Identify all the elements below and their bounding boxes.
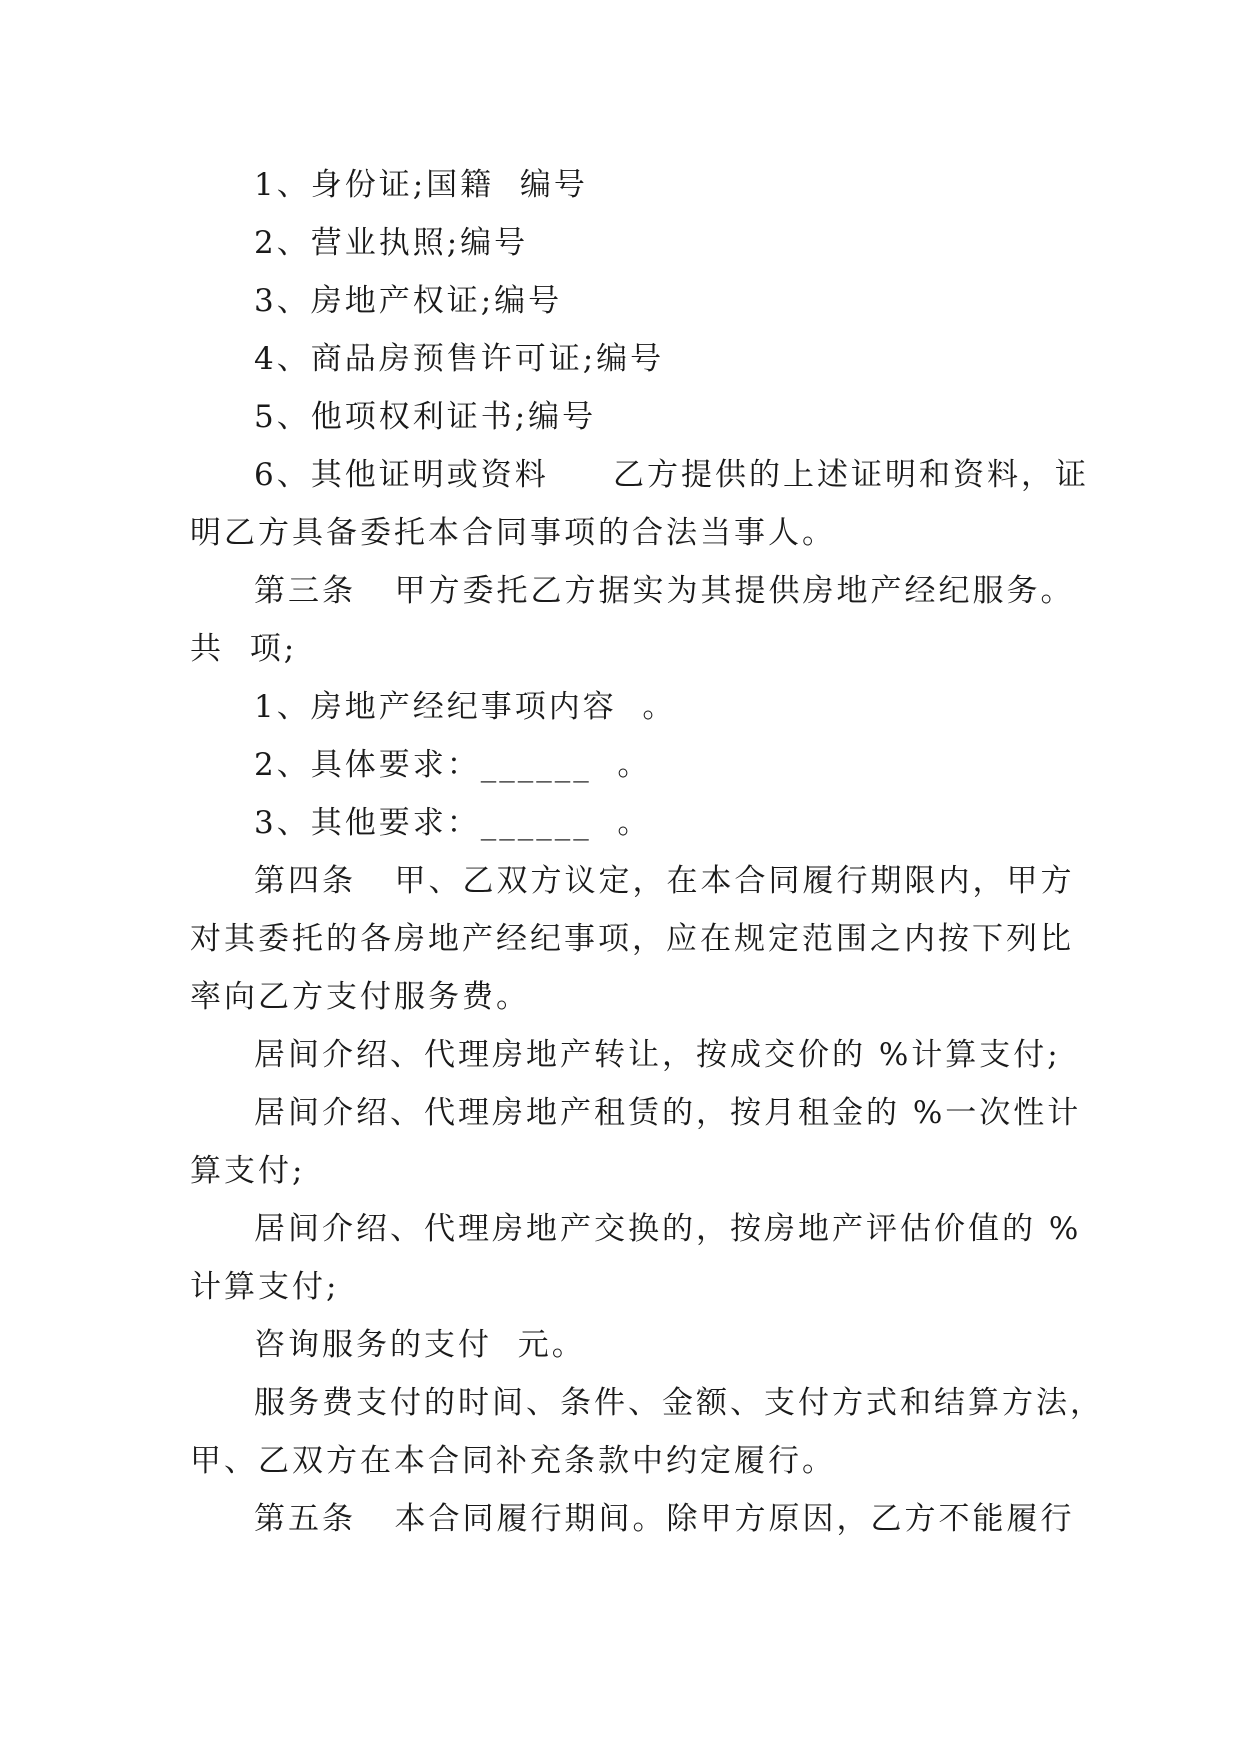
fee-transfer-line: 居间介绍、代理房地产转让，按成交价的 %计算支付; (254, 1037, 1061, 1073)
fee-lease-line: 居间介绍、代理房地产租赁的，按月租金的 %一次性计 (254, 1095, 1082, 1131)
list-item-specific-requirements: 2、具体要求：______ 。 (254, 747, 652, 783)
paragraph-line: 共 项; (190, 631, 298, 667)
list-item-property-certificate: 3、房地产权证;编号 (254, 283, 563, 319)
list-item-business-license: 2、营业执照;编号 (254, 225, 529, 261)
article-four-heading: 第四条 甲、乙双方议定，在本合同履行期限内，甲方 (254, 863, 1075, 899)
paragraph-line: 率向乙方支付服务费。 (190, 979, 530, 1015)
article-five-heading: 第五条 本合同履行期间。除甲方原因，乙方不能履行 (254, 1501, 1075, 1537)
paragraph-line: 甲、乙双方在本合同补充条款中约定履行。 (190, 1443, 836, 1479)
fee-exchange-line: 居间介绍、代理房地产交换的，按房地产评估价值的 % (254, 1211, 1082, 1247)
list-item-other-rights-certificate: 5、他项权利证书;编号 (254, 399, 597, 435)
paragraph-line: 计算支付; (190, 1269, 340, 1305)
paragraph-line: 明乙方具备委托本合同事项的合法当事人。 (190, 515, 836, 551)
list-item-service-content: 1、房地产经纪事项内容 。 (254, 689, 677, 725)
list-item-other-requirements: 3、其他要求：______ 。 (254, 805, 652, 841)
list-item-presale-permit: 4、商品房预售许可证;编号 (254, 341, 665, 377)
paragraph-line: 对其委托的各房地产经纪事项，应在规定范围之内按下列比 (190, 921, 1074, 957)
payment-terms-line: 服务费支付的时间、条件、金额、支付方式和结算方法， (254, 1385, 1104, 1421)
list-item-id-card: 1、身份证;国籍 编号 (254, 167, 588, 203)
fee-consulting-line: 咨询服务的支付 元。 (254, 1327, 586, 1363)
article-three-heading: 第三条 甲方委托乙方据实为其提供房地产经纪服务。 (254, 573, 1075, 609)
paragraph-line: 算支付; (190, 1153, 306, 1189)
list-item-other-documents: 6、其他证明或资料 乙方提供的上述证明和资料，证 (254, 457, 1089, 493)
